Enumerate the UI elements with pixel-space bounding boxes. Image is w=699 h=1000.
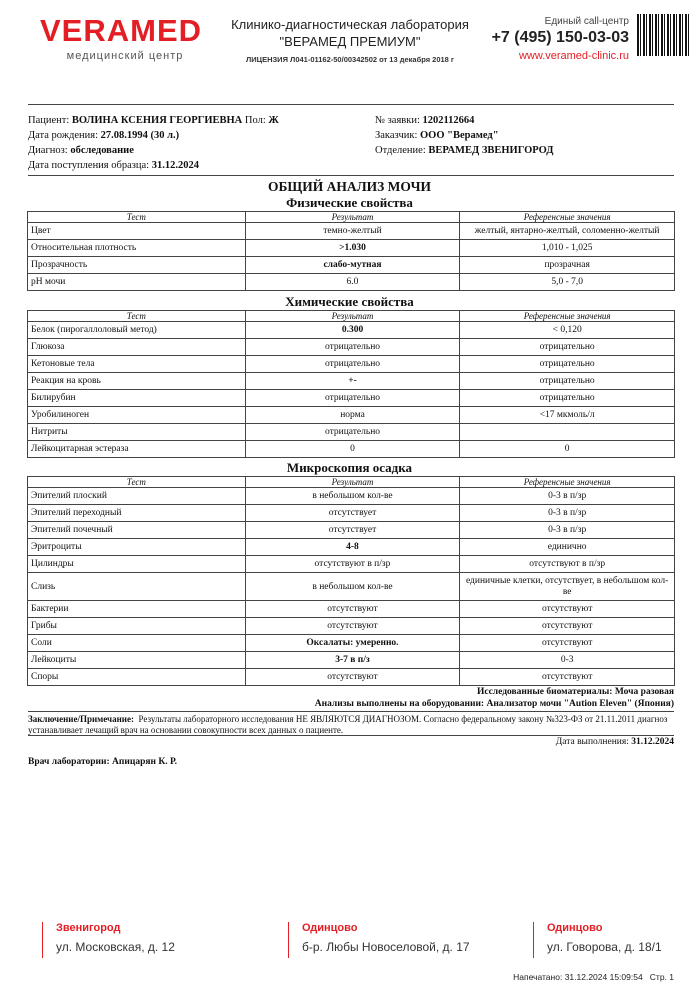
order-number: 1202112664	[422, 115, 475, 126]
test-result: отсутствуют	[245, 669, 460, 686]
barcode-icon	[637, 14, 689, 56]
table-row	[28, 669, 675, 686]
test-result: отрицательно	[245, 339, 460, 356]
table-row	[28, 505, 675, 522]
test-name: Прозрачность	[28, 257, 246, 274]
reference-value: 0	[460, 441, 675, 458]
department-label: Отделение:	[375, 145, 426, 156]
reference-value: <17 мкмоль/л	[460, 407, 675, 424]
material-info	[315, 686, 674, 710]
table-row	[28, 356, 675, 373]
col-reference: Референсные значения	[460, 212, 675, 223]
test-result: отрицательно	[245, 390, 460, 407]
test-name: Билирубин	[28, 390, 246, 407]
execution-date: 31.12.2024	[631, 737, 674, 747]
test-result: 3-7 в п/з	[245, 652, 460, 669]
diagnosis-label: Диагноз:	[28, 145, 68, 156]
test-result: +-	[245, 373, 460, 390]
execution-label: Дата выполнения:	[555, 737, 629, 747]
test-name: Грибы	[28, 618, 246, 635]
physical-properties-table	[27, 211, 675, 291]
patient-sex: Ж	[268, 115, 279, 126]
test-result: в небольшом кол-ве	[245, 573, 460, 601]
section-title-chemical: Химические свойства	[285, 294, 414, 309]
execution-date-block	[556, 737, 674, 747]
table-row	[28, 339, 675, 356]
equipment: Анализы выполнены на оборудовании: Анализатор мочи "Aution Eleven" (Япония)	[314, 699, 674, 709]
table-row	[28, 390, 675, 407]
sex-label: Пол:	[244, 115, 266, 126]
patient-info-left	[28, 113, 279, 173]
col-result: Результат	[245, 477, 460, 488]
conclusion	[28, 714, 674, 736]
reference-value: отсутствуют	[460, 635, 675, 652]
chemical-properties-table	[27, 310, 675, 458]
reference-value: < 0,120	[460, 322, 675, 339]
logo-subtitle: медицинский центр	[66, 50, 184, 62]
col-reference: Референсные значения	[460, 477, 675, 488]
test-result: отрицательно	[245, 356, 460, 373]
logo-text: VERAMED	[40, 13, 203, 48]
table-row	[28, 635, 675, 652]
test-result: слабо-мутная	[245, 257, 460, 274]
veramed-logo	[40, 14, 210, 62]
phone-number[interactable]: +7 (495) 150-03-03	[491, 29, 629, 46]
test-result: 0.300	[245, 322, 460, 339]
reference-value: отрицательно	[460, 356, 675, 373]
test-name: Соли	[28, 635, 246, 652]
divider	[28, 711, 674, 712]
biomaterial: Исследованные биоматериалы: Моча разовая	[476, 687, 674, 697]
table-row	[28, 441, 675, 458]
microscopy-table	[27, 476, 675, 686]
section-title-physical: Физические свойства	[286, 195, 413, 210]
table-row	[28, 424, 675, 441]
table-row	[28, 522, 675, 539]
test-name: Лейкоцитарная эстераза	[28, 441, 246, 458]
test-result: отсутствует	[245, 522, 460, 539]
test-name: Уробилиноген	[28, 407, 246, 424]
patient-name-label: Пациент:	[28, 115, 70, 126]
col-reference: Референсные значения	[460, 311, 675, 322]
printed-date: 31.12.2024 15:09:54	[564, 972, 643, 982]
table-row	[28, 618, 675, 635]
address-city: Одинцово	[547, 922, 603, 934]
reference-value: отсутствуют в п/зр	[460, 556, 675, 573]
test-name: Эпителий плоский	[28, 488, 246, 505]
divider	[28, 104, 674, 105]
test-name: Эритроциты	[28, 539, 246, 556]
test-name: Лейкоциты	[28, 652, 246, 669]
address-odintsovo-1	[288, 922, 470, 954]
test-name: Эпителий переходный	[28, 505, 246, 522]
doctor-block	[28, 757, 177, 767]
test-result: темно-желтый	[245, 223, 460, 240]
table-header	[28, 477, 675, 488]
address-street: б-р. Любы Новоселовой, д. 17	[302, 940, 470, 954]
doctor-name: Апицарян К. Р.	[112, 757, 177, 767]
reference-value: единично	[460, 539, 675, 556]
divider	[28, 735, 674, 736]
test-result: 0	[245, 441, 460, 458]
table-row	[28, 556, 675, 573]
test-name: Кетоновые тела	[28, 356, 246, 373]
address-street: ул. Говорова, д. 18/1	[547, 940, 662, 954]
patient-info-right	[375, 113, 554, 158]
reference-value: желтый, янтарно-желтый, соломенно-желтый	[460, 223, 675, 240]
divider	[28, 175, 674, 176]
test-result: Оксалаты: умеренно.	[245, 635, 460, 652]
table-row	[28, 373, 675, 390]
test-name: Слизь	[28, 573, 246, 601]
test-result: норма	[245, 407, 460, 424]
table-row	[28, 488, 675, 505]
test-result: >1.030	[245, 240, 460, 257]
test-name: pH мочи	[28, 274, 246, 291]
table-row	[28, 257, 675, 274]
col-test: Тест	[28, 311, 246, 322]
test-result: отрицательно	[245, 424, 460, 441]
lab-info	[215, 16, 485, 64]
dob-label: Дата рождения:	[28, 130, 99, 141]
reference-value: отсутствуют	[460, 669, 675, 686]
sample-received-date: 31.12.2024	[151, 160, 199, 171]
address-city: Звенигород	[56, 922, 121, 934]
test-result: отсутствует	[245, 505, 460, 522]
call-center-label: Единый call-центр	[544, 16, 629, 27]
reference-value: 5,0 - 7,0	[460, 274, 675, 291]
table-row	[28, 322, 675, 339]
reference-value: 0-3 в п/зр	[460, 488, 675, 505]
test-result: 6.0	[245, 274, 460, 291]
conclusion-text: Результаты лабораторного исследования НЕ ЯВЛЯЮТСЯ ДИАГНОЗОМ. Согласно федеральному закону №323-ФЗ от 21.11.2011 диагноз устанавливает лечащий врач на основании совокупности всех данных о пациенте.	[28, 714, 668, 735]
conclusion-label: Заключение/Примечание:	[28, 714, 134, 724]
address-divider	[42, 922, 43, 958]
reference-value: отрицательно	[460, 373, 675, 390]
printed-label: Напечатано:	[513, 972, 563, 982]
test-name: Белок (пирогаллоловый метод)	[28, 322, 246, 339]
reference-value: 0-3 в п/зр	[460, 505, 675, 522]
table-row	[28, 539, 675, 556]
department: ВЕРАМЕД ЗВЕНИГОРОД	[428, 145, 554, 156]
contact-block	[492, 16, 629, 62]
patient-diagnosis: обследование	[70, 145, 134, 156]
test-name: Споры	[28, 669, 246, 686]
printed-info	[513, 972, 674, 982]
document-title: ОБЩИЙ АНАЛИЗ МОЧИ	[267, 179, 431, 194]
lab-license: ЛИЦЕНЗИЯ Л041-01162-50/00342502 от 13 декабря 2018 г	[245, 55, 455, 64]
lab-premium: "ВЕРАМЕД ПРЕМИУМ"	[279, 34, 421, 49]
reference-value: 1,010 - 1,025	[460, 240, 675, 257]
test-name: Цилиндры	[28, 556, 246, 573]
address-divider	[533, 922, 534, 958]
address-odintsovo-2	[533, 922, 662, 954]
table-row	[28, 601, 675, 618]
col-result: Результат	[245, 212, 460, 223]
reference-value: прозрачная	[460, 257, 675, 274]
section-title-microscopy: Микроскопия осадка	[286, 460, 413, 475]
test-result: отсутствуют	[245, 601, 460, 618]
reference-value: отрицательно	[460, 339, 675, 356]
table-row	[28, 240, 675, 257]
patient-name: ВОЛИНА КСЕНИЯ ГЕОРГИЕВНА	[71, 115, 243, 126]
table-row	[28, 274, 675, 291]
test-result: отсутствуют в п/зр	[245, 556, 460, 573]
reference-value	[460, 424, 675, 441]
table-header	[28, 311, 675, 322]
reference-value: 0-3 в п/зр	[460, 522, 675, 539]
test-result: отсутствуют	[245, 618, 460, 635]
reference-value: единичные клетки, отсутствует, в небольшом кол-ве	[460, 573, 675, 601]
table-row	[28, 652, 675, 669]
col-result: Результат	[245, 311, 460, 322]
address-city: Одинцово	[302, 922, 358, 934]
order-label: № заявки:	[375, 115, 420, 126]
reference-value: 0-3	[460, 652, 675, 669]
address-street: ул. Московская, д. 12	[56, 940, 175, 954]
doctor-label: Врач лаборатории:	[28, 757, 110, 767]
patient-dob: 27.08.1994 (30 л.)	[100, 130, 180, 141]
customer-label: Заказчик:	[375, 130, 418, 141]
reference-value: отсутствуют	[460, 601, 675, 618]
website-link[interactable]: www.veramed-clinic.ru	[518, 50, 629, 62]
test-name: Реакция на кровь	[28, 373, 246, 390]
address-divider	[288, 922, 289, 958]
address-zvenigorod	[42, 922, 175, 954]
customer: ООО "Верамед"	[420, 130, 499, 141]
test-name: Нитриты	[28, 424, 246, 441]
col-test: Тест	[28, 212, 246, 223]
reference-value: отсутствуют	[460, 618, 675, 635]
test-name: Эпителий почечный	[28, 522, 246, 539]
test-name: Глюкоза	[28, 339, 246, 356]
page-number: Стр. 1	[649, 972, 674, 982]
received-label: Дата поступления образца:	[28, 160, 150, 171]
table-row	[28, 223, 675, 240]
col-test: Тест	[28, 477, 246, 488]
table-row	[28, 573, 675, 601]
test-name: Цвет	[28, 223, 246, 240]
reference-value: отрицательно	[460, 390, 675, 407]
table-header	[28, 212, 675, 223]
test-result: в небольшом кол-ве	[245, 488, 460, 505]
lab-name: Клинико-диагностическая лаборатория	[231, 17, 469, 32]
test-name: Бактерии	[28, 601, 246, 618]
test-result: 4-8	[245, 539, 460, 556]
test-name: Относительная плотность	[28, 240, 246, 257]
table-row	[28, 407, 675, 424]
